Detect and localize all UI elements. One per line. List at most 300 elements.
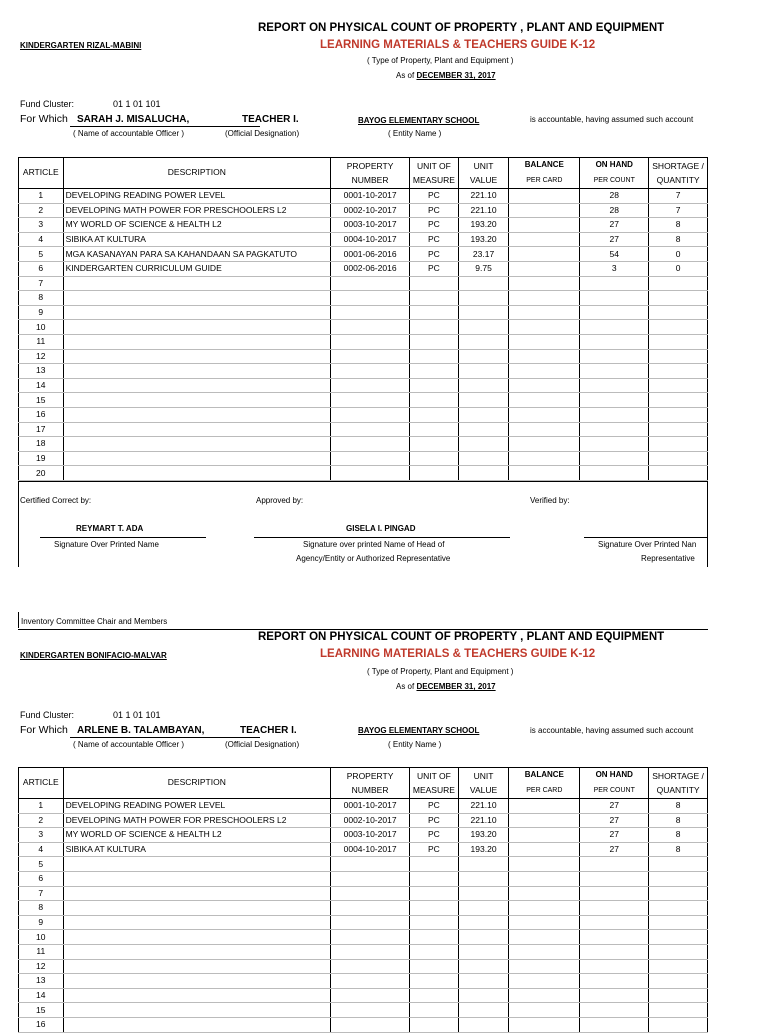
article-cell: 6 xyxy=(19,871,64,886)
unit-cell: PC xyxy=(410,799,459,814)
property-number-cell xyxy=(331,320,410,335)
unit-value-cell: 193.20 xyxy=(458,232,509,247)
unit-value-cell xyxy=(458,276,509,291)
onhand-cell xyxy=(580,437,649,452)
property-number-cell xyxy=(331,407,410,422)
balance-cell xyxy=(509,901,580,916)
unit-cell: PC xyxy=(410,189,459,204)
shortage-cell xyxy=(649,291,708,306)
property-number-cell: 0004-10-2017 xyxy=(331,232,410,247)
accountable-text-2: is accountable, having assumed such account xyxy=(530,726,694,735)
onhand-cell xyxy=(580,1017,649,1032)
property-table xyxy=(18,157,708,481)
article-cell: 5 xyxy=(19,247,64,262)
balance-cell xyxy=(509,799,580,814)
unit-value-cell xyxy=(458,334,509,349)
description-cell xyxy=(63,291,330,306)
onhand-cell: 27 xyxy=(580,842,649,857)
unit-cell: PC xyxy=(410,232,459,247)
unit-cell xyxy=(410,466,459,481)
shortage-cell xyxy=(649,334,708,349)
article-cell: 15 xyxy=(19,393,64,408)
description-cell xyxy=(63,857,330,872)
property-number-cell xyxy=(331,886,410,901)
shortage-cell: 8 xyxy=(649,828,708,843)
unit-cell: PC xyxy=(410,842,459,857)
description-cell xyxy=(63,901,330,916)
unit-cell xyxy=(410,974,459,989)
table-row xyxy=(19,378,708,393)
table-row xyxy=(19,276,708,291)
onhand-cell xyxy=(580,886,649,901)
shortage-cell xyxy=(649,393,708,408)
onhand-cell: 27 xyxy=(580,232,649,247)
shortage-cell xyxy=(649,901,708,916)
designation-caption-2: (Official Designation) xyxy=(225,740,300,749)
shortage-cell: 7 xyxy=(649,189,708,204)
shortage-cell xyxy=(649,437,708,452)
onhand-cell xyxy=(580,407,649,422)
unit-cell xyxy=(410,988,459,1003)
unit-value-cell: 221.10 xyxy=(458,813,509,828)
approved-label: Approved by: xyxy=(256,496,304,505)
property-number-cell xyxy=(331,276,410,291)
unit-value-cell: 23.17 xyxy=(458,247,509,262)
description-cell: MGA KASANAYAN PARA SA KAHANDAAN SA PAGKATUTO xyxy=(63,247,330,262)
unit-cell xyxy=(410,291,459,306)
for-which-label-2: For Which xyxy=(20,724,68,736)
description-cell xyxy=(63,871,330,886)
table-row xyxy=(19,232,708,247)
as-of-prefix: As of xyxy=(396,71,415,80)
article-cell: 14 xyxy=(19,988,64,1003)
balance-cell xyxy=(509,232,580,247)
property-number-cell xyxy=(331,944,410,959)
article-cell: 11 xyxy=(19,334,64,349)
description-cell: SIBIKA AT KULTURA xyxy=(63,232,330,247)
table-row xyxy=(19,1017,708,1032)
description-cell xyxy=(63,915,330,930)
shortage-cell xyxy=(649,451,708,466)
balance-cell xyxy=(509,437,580,452)
unit-cell xyxy=(410,901,459,916)
officer-designation-2: TEACHER I. xyxy=(240,725,297,736)
table-row xyxy=(19,189,708,204)
article-cell: 10 xyxy=(19,930,64,945)
unit-value-cell: 221.10 xyxy=(458,799,509,814)
balance-cell xyxy=(509,261,580,276)
officer-name-2: ARLENE B. TALAMBAYAN, xyxy=(77,725,205,736)
description-cell xyxy=(63,1003,330,1018)
committee-label: Inventory Committee Chair and Members xyxy=(21,617,168,626)
article-cell: 8 xyxy=(19,901,64,916)
balance-cell xyxy=(509,842,580,857)
table-row xyxy=(19,305,708,320)
report-subtitle-2: LEARNING MATERIALS & TEACHERS GUIDE K-12 xyxy=(320,648,596,660)
balance-cell xyxy=(509,1017,580,1032)
property-number-cell xyxy=(331,871,410,886)
description-cell: SIBIKA AT KULTURA xyxy=(63,842,330,857)
description-cell: DEVELOPING READING POWER LEVEL xyxy=(63,799,330,814)
unit-value-cell: 221.10 xyxy=(458,203,509,218)
onhand-cell xyxy=(580,291,649,306)
unit-cell xyxy=(410,437,459,452)
unit-cell: PC xyxy=(410,247,459,262)
article-cell: 7 xyxy=(19,886,64,901)
property-number-cell xyxy=(331,451,410,466)
unit-cell xyxy=(410,1017,459,1032)
description-cell xyxy=(63,988,330,1003)
officer-caption: ( Name of accountable Officer ) xyxy=(73,129,185,138)
article-cell: 4 xyxy=(19,232,64,247)
onhand-cell xyxy=(580,305,649,320)
description-cell xyxy=(63,276,330,291)
description-cell xyxy=(63,974,330,989)
unit-value-cell: 221.10 xyxy=(458,189,509,204)
balance-cell xyxy=(509,422,580,437)
table-row xyxy=(19,466,708,481)
unit-cell xyxy=(410,364,459,379)
table-row xyxy=(19,291,708,306)
description-cell xyxy=(63,422,330,437)
description-cell xyxy=(63,886,330,901)
article-cell: 8 xyxy=(19,291,64,306)
unit-value-cell xyxy=(458,871,509,886)
property-number-cell: 0004-10-2017 xyxy=(331,842,410,857)
table-row xyxy=(19,261,708,276)
unit-value-cell xyxy=(458,437,509,452)
table-row xyxy=(19,828,708,843)
as-of-2: As of DECEMBER 31, 2017 xyxy=(396,682,496,691)
report-title: REPORT ON PHYSICAL COUNT OF PROPERTY , PLANT AND EQUIPMENT xyxy=(258,22,665,34)
description-cell: DEVELOPING READING POWER LEVEL xyxy=(63,189,330,204)
school-name-2: KINDERGARTEN BONIFACIO-MALVAR xyxy=(20,651,167,660)
unit-value-cell xyxy=(458,291,509,306)
header-unit-measure-2: UNIT OF MEASURE xyxy=(410,767,459,799)
shortage-cell xyxy=(649,364,708,379)
certified-caption: Signature Over Printed Name xyxy=(54,540,159,549)
article-cell: 3 xyxy=(19,828,64,843)
shortage-cell: 8 xyxy=(649,799,708,814)
description-cell xyxy=(63,437,330,452)
fund-cluster-value: 01 1 01 101 xyxy=(113,99,161,109)
article-cell: 3 xyxy=(19,218,64,233)
balance-cell xyxy=(509,407,580,422)
property-number-cell: 0002-10-2017 xyxy=(331,813,410,828)
table-row xyxy=(19,842,708,857)
description-cell xyxy=(63,364,330,379)
unit-value-cell: 193.20 xyxy=(458,842,509,857)
table-row xyxy=(19,451,708,466)
unit-value-cell xyxy=(458,915,509,930)
approved-caption-2: Agency/Entity or Authorized Representative xyxy=(296,554,451,563)
onhand-cell xyxy=(580,857,649,872)
unit-value-cell xyxy=(458,364,509,379)
unit-value-cell xyxy=(458,349,509,364)
balance-cell xyxy=(509,247,580,262)
unit-cell xyxy=(410,930,459,945)
unit-cell xyxy=(410,334,459,349)
balance-cell xyxy=(509,276,580,291)
shortage-cell xyxy=(649,1003,708,1018)
onhand-cell: 27 xyxy=(580,813,649,828)
onhand-cell xyxy=(580,422,649,437)
shortage-cell: 0 xyxy=(649,247,708,262)
shortage-cell xyxy=(649,349,708,364)
balance-cell xyxy=(509,930,580,945)
onhand-cell xyxy=(580,378,649,393)
unit-value-cell xyxy=(458,407,509,422)
balance-cell xyxy=(509,349,580,364)
property-number-cell: 0002-06-2016 xyxy=(331,261,410,276)
verified-caption-1: Signature Over Printed Nan xyxy=(598,540,697,549)
shortage-cell: 8 xyxy=(649,232,708,247)
property-number-cell xyxy=(331,422,410,437)
report-title-2: REPORT ON PHYSICAL COUNT OF PROPERTY , PLANT AND EQUIPMENT xyxy=(258,631,665,643)
property-number-cell xyxy=(331,1017,410,1032)
onhand-cell: 27 xyxy=(580,828,649,843)
onhand-cell xyxy=(580,320,649,335)
onhand-cell xyxy=(580,901,649,916)
table-row xyxy=(19,813,708,828)
as-of xyxy=(396,71,496,80)
header-article-2: ARTICLE xyxy=(19,767,64,799)
article-cell: 16 xyxy=(19,1017,64,1032)
onhand-cell xyxy=(580,1003,649,1018)
table-row xyxy=(19,422,708,437)
description-cell: DEVELOPING MATH POWER FOR PRESCHOOLERS L2 xyxy=(63,813,330,828)
table-row xyxy=(19,203,708,218)
description-cell xyxy=(63,407,330,422)
shortage-cell xyxy=(649,320,708,335)
unit-cell xyxy=(410,305,459,320)
onhand-cell xyxy=(580,915,649,930)
onhand-cell: 28 xyxy=(580,203,649,218)
property-number-cell xyxy=(331,305,410,320)
shortage-cell: 0 xyxy=(649,261,708,276)
article-cell: 14 xyxy=(19,378,64,393)
unit-cell: PC xyxy=(410,218,459,233)
article-cell: 19 xyxy=(19,451,64,466)
description-cell xyxy=(63,393,330,408)
property-number-cell xyxy=(331,1003,410,1018)
shortage-cell xyxy=(649,974,708,989)
description-cell xyxy=(63,1017,330,1032)
onhand-cell: 28 xyxy=(580,189,649,204)
balance-cell xyxy=(509,871,580,886)
balance-cell xyxy=(509,291,580,306)
description-cell xyxy=(63,959,330,974)
balance-cell xyxy=(509,466,580,481)
description-cell xyxy=(63,334,330,349)
header-property-number: PROPERTY NUMBER xyxy=(331,157,410,189)
property-number-cell xyxy=(331,857,410,872)
entity-caption-2: ( Entity Name ) xyxy=(388,740,442,749)
unit-value-cell xyxy=(458,930,509,945)
onhand-cell xyxy=(580,930,649,945)
unit-value-cell xyxy=(458,378,509,393)
shortage-cell xyxy=(649,959,708,974)
balance-cell xyxy=(509,393,580,408)
article-cell: 10 xyxy=(19,320,64,335)
shortage-cell xyxy=(649,422,708,437)
description-cell xyxy=(63,378,330,393)
unit-value-cell xyxy=(458,305,509,320)
balance-cell xyxy=(509,203,580,218)
unit-cell: PC xyxy=(410,828,459,843)
unit-value-cell: 193.20 xyxy=(458,218,509,233)
property-number-cell xyxy=(331,291,410,306)
description-cell xyxy=(63,451,330,466)
onhand-cell xyxy=(580,451,649,466)
balance-cell xyxy=(509,857,580,872)
property-number-cell xyxy=(331,349,410,364)
unit-value-cell xyxy=(458,422,509,437)
article-cell: 4 xyxy=(19,842,64,857)
certified-name: REYMART T. ADA xyxy=(76,524,144,533)
header-balance-2: BALANCE PER CARD xyxy=(509,767,580,799)
onhand-cell xyxy=(580,959,649,974)
article-cell: 1 xyxy=(19,799,64,814)
table-row xyxy=(19,218,708,233)
onhand-cell xyxy=(580,349,649,364)
article-cell: 5 xyxy=(19,857,64,872)
balance-cell xyxy=(509,451,580,466)
unit-value-cell xyxy=(458,320,509,335)
description-cell: MY WORLD OF SCIENCE & HEALTH L2 xyxy=(63,218,330,233)
header-description-2: DESCRIPTION xyxy=(63,767,330,799)
article-cell: 13 xyxy=(19,364,64,379)
unit-value-cell xyxy=(458,466,509,481)
balance-cell xyxy=(509,813,580,828)
table-row xyxy=(19,959,708,974)
onhand-cell: 27 xyxy=(580,799,649,814)
description-cell: MY WORLD OF SCIENCE & HEALTH L2 xyxy=(63,828,330,843)
unit-value-cell: 193.20 xyxy=(458,828,509,843)
onhand-cell xyxy=(580,276,649,291)
shortage-cell: 8 xyxy=(649,813,708,828)
unit-cell xyxy=(410,886,459,901)
article-cell: 1 xyxy=(19,189,64,204)
unit-value-cell xyxy=(458,959,509,974)
type-caption-2: ( Type of Property, Plant and Equipment ) xyxy=(367,667,514,676)
table-row xyxy=(19,930,708,945)
officer-name: SARAH J. MISALUCHA, xyxy=(77,114,190,125)
shortage-cell: 8 xyxy=(649,842,708,857)
description-cell: KINDERGARTEN CURRICULUM GUIDE xyxy=(63,261,330,276)
shortage-cell xyxy=(649,988,708,1003)
table-row xyxy=(19,988,708,1003)
balance-cell xyxy=(509,988,580,1003)
table-row xyxy=(19,364,708,379)
unit-value-cell xyxy=(458,974,509,989)
article-cell: 12 xyxy=(19,349,64,364)
onhand-cell xyxy=(580,364,649,379)
officer-designation: TEACHER I. xyxy=(242,114,299,125)
balance-cell xyxy=(509,305,580,320)
unit-value-cell xyxy=(458,857,509,872)
article-cell: 12 xyxy=(19,959,64,974)
shortage-cell xyxy=(649,857,708,872)
unit-value-cell xyxy=(458,901,509,916)
balance-cell xyxy=(509,959,580,974)
onhand-cell xyxy=(580,393,649,408)
balance-cell xyxy=(509,189,580,204)
unit-cell: PC xyxy=(410,261,459,276)
unit-cell xyxy=(410,1003,459,1018)
accountable-text: is accountable, having assumed such account xyxy=(530,115,694,124)
property-number-cell xyxy=(331,466,410,481)
unit-value-cell xyxy=(458,988,509,1003)
balance-cell xyxy=(509,364,580,379)
for-which-label: For Which xyxy=(20,113,68,125)
shortage-cell xyxy=(649,944,708,959)
unit-cell xyxy=(410,959,459,974)
property-table-2 xyxy=(18,767,708,1033)
balance-cell xyxy=(509,334,580,349)
shortage-cell xyxy=(649,276,708,291)
shortage-cell xyxy=(649,915,708,930)
verified-caption-2: Representative xyxy=(641,554,695,563)
onhand-cell xyxy=(580,871,649,886)
table-row xyxy=(19,886,708,901)
description-cell xyxy=(63,944,330,959)
unit-value-cell xyxy=(458,944,509,959)
verified-label: Verified by: xyxy=(530,496,570,505)
shortage-cell xyxy=(649,378,708,393)
balance-cell xyxy=(509,320,580,335)
onhand-cell xyxy=(580,988,649,1003)
property-number-cell: 0001-10-2017 xyxy=(331,799,410,814)
property-number-cell: 0001-06-2016 xyxy=(331,247,410,262)
header-unit-measure: UNIT OF MEASURE xyxy=(410,157,459,189)
header-unit-value-2: UNIT VALUE xyxy=(458,767,509,799)
table-row xyxy=(19,799,708,814)
shortage-cell xyxy=(649,407,708,422)
balance-cell xyxy=(509,974,580,989)
unit-cell xyxy=(410,915,459,930)
header-balance: BALANCE PER CARD xyxy=(509,157,580,189)
unit-value-cell: 9.75 xyxy=(458,261,509,276)
property-number-cell xyxy=(331,915,410,930)
property-number-cell xyxy=(331,378,410,393)
table-row xyxy=(19,247,708,262)
property-number-cell: 0002-10-2017 xyxy=(331,203,410,218)
property-number-cell: 0003-10-2017 xyxy=(331,828,410,843)
unit-cell xyxy=(410,422,459,437)
article-cell: 16 xyxy=(19,407,64,422)
unit-cell xyxy=(410,944,459,959)
article-cell: 11 xyxy=(19,944,64,959)
table-row xyxy=(19,407,708,422)
onhand-cell xyxy=(580,944,649,959)
table-row xyxy=(19,857,708,872)
description-cell xyxy=(63,320,330,335)
table-row xyxy=(19,393,708,408)
onhand-cell xyxy=(580,466,649,481)
header-article: ARTICLE xyxy=(19,157,64,189)
description-cell: DEVELOPING MATH POWER FOR PRESCHOOLERS L2 xyxy=(63,203,330,218)
table-row xyxy=(19,871,708,886)
balance-cell xyxy=(509,218,580,233)
unit-cell xyxy=(410,393,459,408)
shortage-cell xyxy=(649,466,708,481)
balance-cell xyxy=(509,828,580,843)
article-cell: 15 xyxy=(19,1003,64,1018)
header-unit-value: UNIT VALUE xyxy=(458,157,509,189)
unit-cell xyxy=(410,378,459,393)
property-number-cell xyxy=(331,901,410,916)
